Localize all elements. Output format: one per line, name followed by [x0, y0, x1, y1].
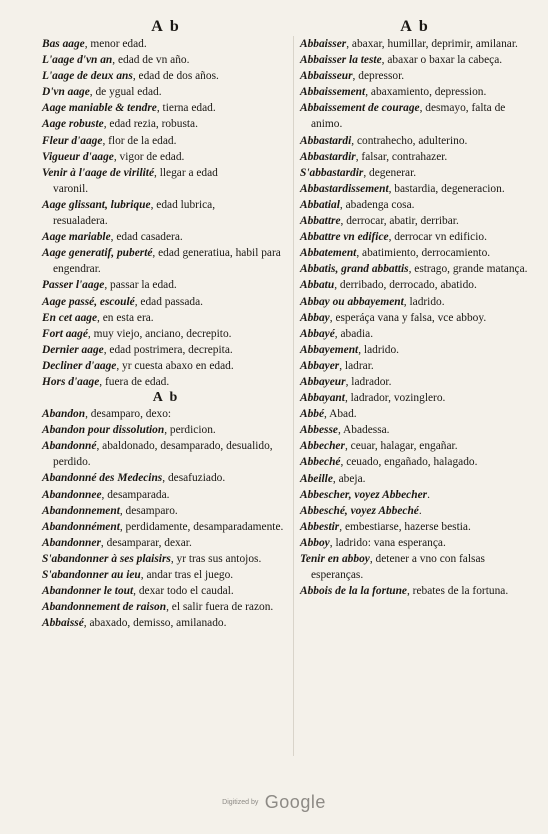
entry-definition: , el salir fuera de razon. [166, 601, 274, 614]
entry-definition: , desamparo, dexo: [85, 408, 172, 421]
entry-headword: Abbayant [300, 392, 345, 405]
left-column [42, 18, 290, 631]
dictionary-entry [300, 181, 530, 197]
entry-headword: Abbatis, grand abbattis [300, 263, 409, 276]
dictionary-entry [300, 277, 530, 293]
entry-definition: , muy viejo, anciano, decrepito. [87, 327, 232, 340]
entry-headword: Abbastardissement [300, 182, 389, 195]
entry-definition: , ladrador, vozinglero. [344, 392, 446, 405]
dictionary-entry [42, 535, 290, 551]
entry-headword: Dernier aage [42, 343, 104, 356]
entry-definition: , contrahecho, adulterino. [351, 134, 468, 147]
entry-headword: Abandonner [42, 536, 101, 549]
entry-definition: , desamparar, dexar. [100, 536, 192, 549]
dictionary-entry [300, 390, 530, 406]
right-entry-list [300, 36, 530, 599]
dictionary-entry [42, 519, 290, 535]
entry-definition: , desamparada. [101, 488, 170, 501]
entry-headword: Abbestir [300, 520, 340, 533]
entry-definition: , falsar, contrahazer. [355, 150, 448, 163]
dictionary-entry [42, 310, 290, 326]
dictionary-entry [300, 213, 530, 229]
entry-headword: S'abandonner au ieu [42, 569, 141, 581]
entry-headword: Abboy [300, 536, 330, 549]
entry-definition: , tierna edad. [156, 102, 216, 115]
entry-definition: , edad de vn año. [112, 54, 190, 67]
dictionary-entry [300, 342, 530, 358]
dictionary-entry [300, 36, 530, 52]
entry-definition: . [427, 488, 430, 501]
entry-definition: , abaxamiento, depression. [365, 86, 487, 99]
dictionary-entry [300, 84, 530, 100]
dictionary-entry [42, 615, 290, 631]
entry-headword: Abeille [300, 472, 333, 485]
entry-definition: , yr tras sus antojos. [170, 552, 262, 565]
entry-headword: Abandon [42, 408, 86, 421]
entry-definition: , de ygual edad. [89, 86, 162, 99]
entry-headword: Aage maniable & tendre [42, 102, 157, 115]
entry-definition: , desafuziado. [162, 472, 226, 485]
dictionary-entry [300, 165, 530, 181]
entry-headword: Abandonné des Medecins [42, 472, 163, 485]
entry-definition: , ladrido: vana esperança. [329, 536, 446, 549]
entry-definition: , desmayo, falta de animo. [311, 102, 506, 131]
google-logo: Google [264, 792, 326, 812]
entry-headword: Abbaisseur [300, 70, 353, 83]
dictionary-entry [300, 583, 530, 599]
entry-definition: , edad casadera. [110, 231, 183, 244]
entry-definition: , desamparo. [119, 504, 178, 517]
dictionary-entry [300, 406, 530, 422]
dictionary-entry [300, 68, 530, 84]
entry-headword: Abbescher, voyez Abbecher [300, 488, 428, 501]
dictionary-entry [300, 454, 530, 470]
dictionary-entry [42, 438, 290, 470]
entry-headword: Abbay [300, 311, 330, 324]
entry-definition: , menor edad. [84, 38, 147, 50]
entry-headword: Abbaissé [42, 617, 84, 630]
entry-headword: S'abandonner à ses plaisirs [42, 552, 171, 565]
entry-headword: Abbesché, voyez Abbeché [300, 504, 419, 517]
dictionary-entry [42, 84, 290, 100]
entry-definition: , edad de dos años. [132, 70, 219, 83]
entry-headword: S'abbastardir [300, 166, 364, 179]
entry-definition: , derrocar vn edificio. [388, 231, 487, 244]
entry-headword: Abbatial [300, 198, 340, 211]
entry-definition: , depressor. [352, 70, 405, 83]
entry-definition: . [418, 504, 422, 517]
digitized-watermark [0, 792, 548, 813]
left-entry-list-1 [42, 36, 290, 390]
entry-headword: L'aage de deux ans [42, 70, 133, 83]
dictionary-entry [300, 535, 530, 551]
right-running-head: A b [400, 18, 430, 35]
entry-headword: Abbayeur [300, 375, 346, 388]
entry-definition: , abaxado, demisso, amilanado. [83, 617, 227, 630]
dictionary-entry [300, 100, 530, 132]
entry-headword: L'aage d'vn an [42, 54, 113, 67]
dictionary-entry [300, 551, 530, 583]
entry-headword: Abbecher [300, 440, 345, 453]
entry-headword: Bas aage [42, 38, 85, 50]
dictionary-entry [300, 503, 530, 519]
dictionary-entry [300, 261, 530, 277]
entry-definition: , edad lubrica, [150, 198, 216, 211]
entry-headword: Abbayer [300, 359, 340, 372]
entry-definition: , edad rezia, robusta. [103, 118, 198, 131]
entry-definition: , abaxar, humillar, deprimir, amilanar. [346, 38, 518, 50]
dictionary-entry [300, 229, 530, 245]
entry-definition: , en esta era. [97, 311, 154, 324]
entry-definition: , flor de la edad. [102, 134, 177, 147]
entry-definition: , ladrido. [403, 295, 445, 308]
entry-headword: Tenir en abboy [300, 553, 370, 565]
dictionary-entry [42, 165, 290, 197]
dictionary-entry [42, 551, 290, 567]
dictionary-entry [42, 277, 290, 293]
entry-definition: , edad generatiua, habil para engendrar. [53, 247, 281, 276]
dictionary-entry [42, 294, 290, 310]
entry-definition: , esperáça vana y falsa, vce abboy. [329, 311, 487, 324]
left-running-head: A b [151, 18, 181, 35]
dictionary-entry [300, 149, 530, 165]
entry-definition: , abadia. [334, 327, 374, 340]
dictionary-entry [42, 229, 290, 245]
entry-definition: , ceuar, halagar, engañar. [344, 440, 458, 453]
dictionary-entry [300, 487, 530, 503]
entry-headword: Abbeché [300, 456, 341, 469]
entry-headword: Abbaissement de courage [300, 102, 420, 115]
entry-definition: , abaldonado, desamparado, desualido, perdido. [53, 440, 273, 469]
gutter-divider [293, 36, 294, 756]
entry-headword: En cet aage [42, 311, 98, 324]
dictionary-entry [42, 358, 290, 374]
entry-headword: Abandonnement de raison [42, 601, 167, 614]
dictionary-entry [42, 567, 290, 583]
entry-definition: , fuera de edad. [99, 375, 170, 388]
entry-continuation: varonil. [53, 182, 89, 195]
entry-headword: Aage generatif, puberté [42, 247, 153, 260]
entry-definition: , ladrar. [339, 359, 374, 372]
dictionary-entry [42, 149, 290, 165]
entry-definition: , perdidamente, desamparadamente. [119, 520, 284, 533]
dictionary-entry [42, 422, 290, 438]
entry-definition: , passar la edad. [104, 279, 177, 292]
entry-headword: Abandonnément [42, 520, 120, 533]
entry-headword: Fort aagé [42, 327, 88, 340]
entry-definition: , ladrador. [345, 375, 392, 388]
section-head: A b [152, 390, 180, 406]
entry-definition: , detener a vno con falsas esperanças. [311, 553, 485, 582]
dictionary-entry [300, 294, 530, 310]
entry-headword: Abbattre [300, 215, 341, 228]
entry-definition: , yr cuesta abaxo en edad. [116, 359, 234, 372]
right-column [300, 18, 530, 599]
dictionary-entry [42, 583, 290, 599]
dictionary-entry [42, 487, 290, 503]
dictionary-entry [300, 52, 530, 68]
entry-headword: Hors d'aage [42, 375, 100, 388]
entry-headword: Abandon pour dissolution [42, 424, 165, 437]
dictionary-entry [42, 245, 290, 277]
entry-headword: Aage passé, escoulé [42, 295, 135, 308]
dictionary-entry [300, 422, 530, 438]
dictionary-entry [42, 503, 290, 519]
entry-definition: , dexar todo el caudal. [133, 585, 234, 598]
entry-headword: Fleur d'aage [42, 134, 103, 147]
entry-continuation: resualadera. [53, 215, 108, 228]
entry-headword: Abbay ou abbayement [300, 295, 404, 308]
dictionary-entry [42, 68, 290, 84]
dictionary-entry [300, 358, 530, 374]
dictionary-entry [42, 36, 290, 52]
entry-headword: Abbaisser la teste [300, 54, 382, 67]
entry-headword: Abbastardi [300, 134, 352, 147]
dictionary-entry [42, 133, 290, 149]
entry-definition: , vigor de edad. [113, 150, 185, 163]
entry-headword: Abbattre vn edifice [300, 231, 389, 244]
entry-definition: , Abadessa. [337, 424, 390, 437]
entry-headword: Abbois de la la fortune [300, 585, 407, 598]
entry-headword: Abandonnee [42, 488, 102, 501]
entry-definition: , Abad. [324, 408, 357, 421]
entry-headword: Abandonner le tout [42, 585, 134, 598]
entry-definition: , ladrido. [358, 343, 400, 356]
dictionary-entry [300, 438, 530, 454]
dictionary-entry [300, 326, 530, 342]
dictionary-entry [300, 519, 530, 535]
entry-definition: , rebates de la fortuna. [406, 585, 509, 598]
dictionary-entry [42, 374, 290, 390]
dictionary-entry [42, 52, 290, 68]
entry-headword: Abbayement [300, 343, 359, 356]
dictionary-entry [300, 310, 530, 326]
entry-headword: Passer l'aage [42, 279, 105, 292]
dictionary-entry [42, 326, 290, 342]
entry-definition: , ceuado, engañado, halagado. [340, 456, 478, 469]
digitized-label: Digitized by [222, 799, 259, 806]
entry-headword: Abbayé [300, 327, 335, 340]
dictionary-entry [300, 471, 530, 487]
entry-headword: Aage mariable [42, 231, 111, 244]
dictionary-entry [42, 342, 290, 358]
dictionary-entry [42, 197, 290, 229]
dictionary-entry [300, 133, 530, 149]
entry-headword: Abbaisser [300, 38, 347, 50]
entry-headword: Aage glissant, lubrique [42, 198, 151, 211]
entry-definition: , edad postrimera, decrepita. [103, 343, 233, 356]
entry-definition: , abadenga cosa. [339, 198, 415, 211]
entry-headword: Abbatement [300, 247, 357, 260]
entry-headword: Abbatu [300, 279, 335, 292]
entry-definition: , estrago, grande matança. [408, 263, 528, 276]
entry-definition: , abatimiento, derrocamiento. [356, 247, 491, 260]
dictionary-entry [42, 100, 290, 116]
entry-definition: , perdicion. [164, 424, 216, 437]
entry-definition: , abeja. [332, 472, 366, 485]
entry-headword: Aage robuste [42, 118, 104, 131]
entry-headword: Venir à l'aage de virilité [42, 166, 154, 179]
entry-definition: , llegar a edad [154, 166, 218, 179]
entry-definition: , andar tras el juego. [140, 569, 234, 581]
entry-definition: , embestiarse, hazerse bestia. [339, 520, 471, 533]
dictionary-entry [42, 406, 290, 422]
entry-definition: , bastardia, degeneracion. [388, 182, 505, 195]
entry-headword: Abandonné [42, 440, 97, 453]
dictionary-entry [300, 374, 530, 390]
entry-headword: Decliner d'aage [42, 359, 117, 372]
dictionary-entry [42, 470, 290, 486]
entry-headword: Abbaissement [300, 86, 366, 99]
dictionary-entry [42, 599, 290, 615]
left-entry-list-2 [42, 406, 290, 631]
dictionary-entry [300, 197, 530, 213]
entry-definition: , derrocar, abatir, derribar. [340, 215, 459, 228]
entry-definition: , degenerar. [363, 166, 417, 179]
entry-headword: D'vn aage [42, 86, 90, 99]
entry-headword: Vigueur d'aage [42, 150, 114, 163]
entry-definition: , edad passada. [134, 295, 204, 308]
dictionary-entry [300, 245, 530, 261]
entry-headword: Abbesse [300, 424, 338, 437]
dictionary-entry [42, 116, 290, 132]
entry-headword: Abandonnement [42, 504, 120, 517]
entry-definition: , abaxar o baxar la cabeça. [381, 54, 503, 67]
entry-definition: , derribado, derrocado, abatido. [334, 279, 477, 292]
entry-headword: Abbastardir [300, 150, 356, 163]
entry-headword: Abbé [300, 408, 325, 421]
